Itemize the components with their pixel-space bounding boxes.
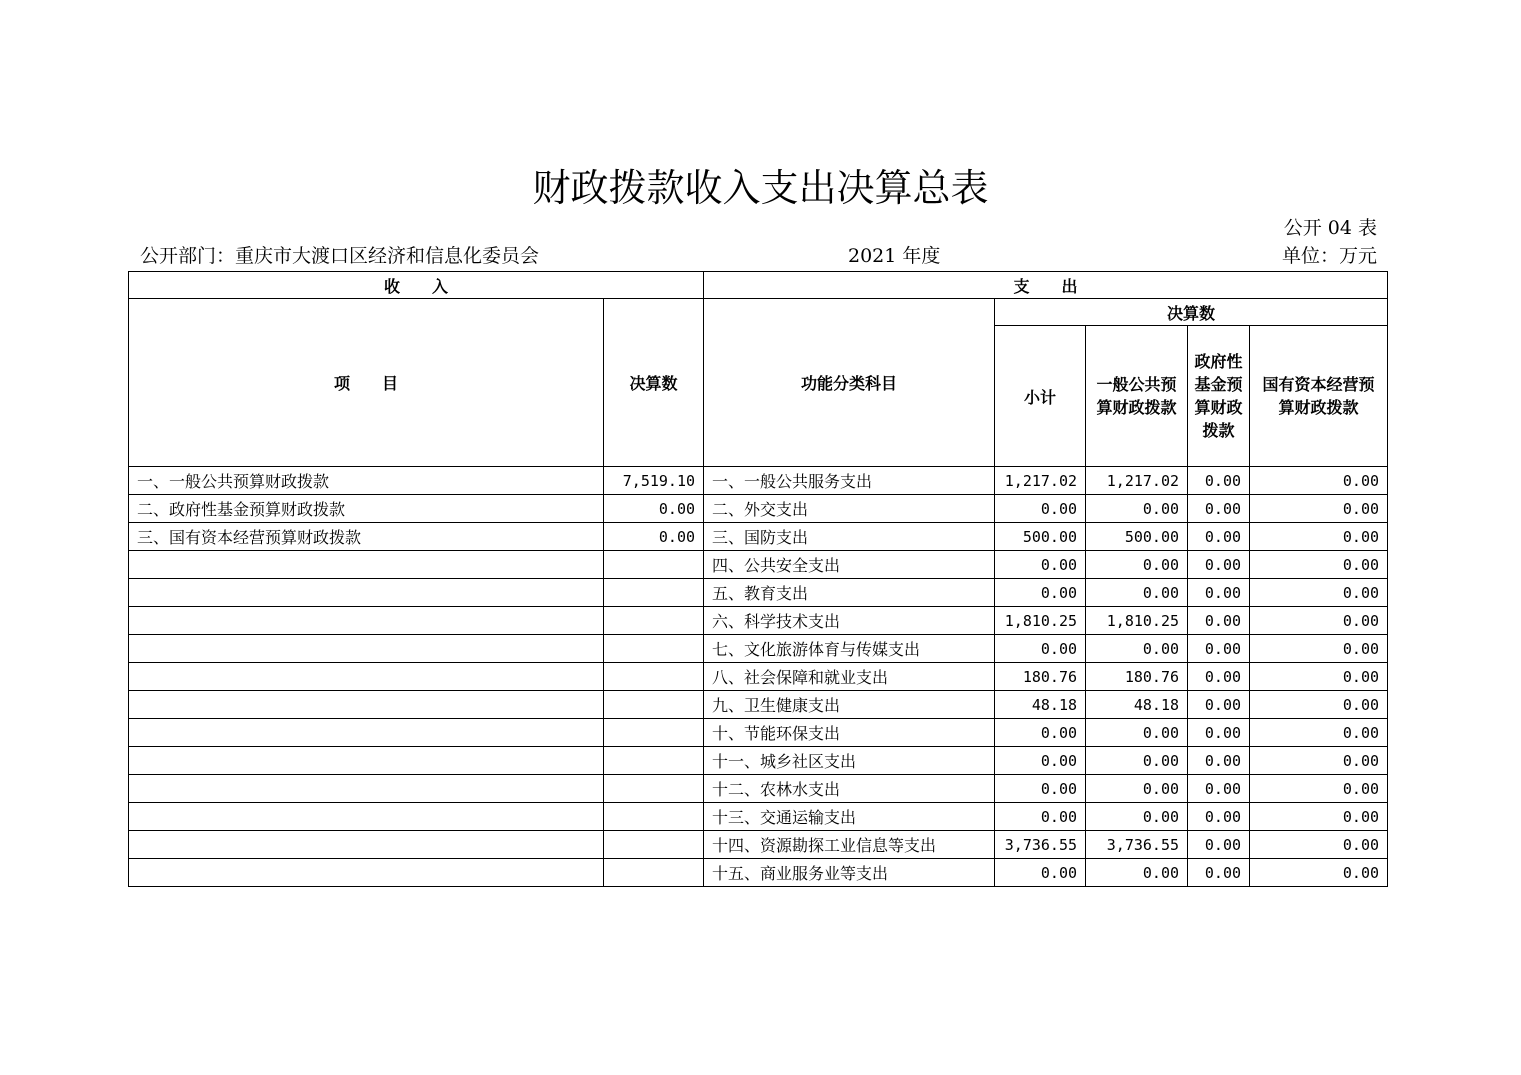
page-title: 财政拨款收入支出决算总表 (532, 166, 989, 210)
state-capital-cell: 0.00 (1250, 635, 1388, 663)
gov-fund-cell: 0.00 (1188, 775, 1250, 803)
fiscal-year-label: 2021 年度 (848, 245, 941, 267)
table-row (129, 523, 1388, 551)
table-row (129, 607, 1388, 635)
state-capital-cell: 0.00 (1250, 523, 1388, 551)
state-capital-cell: 0.00 (1250, 607, 1388, 635)
table-row (129, 691, 1388, 719)
table-row (129, 859, 1388, 887)
expense-item-cell: 十二、农林水支出 (704, 775, 995, 803)
expense-item-cell: 四、公共安全支出 (704, 551, 995, 579)
general-budget-header: 一般公共预算财政拨款 (1086, 326, 1188, 467)
subtotal-cell: 0.00 (995, 719, 1086, 747)
general-budget-cell: 500.00 (1086, 523, 1188, 551)
income-item-cell: 二、政府性基金预算财政拨款 (129, 495, 604, 523)
subtotal-cell: 0.00 (995, 747, 1086, 775)
general-budget-cell: 0.00 (1086, 803, 1188, 831)
subtotal-cell: 48.18 (995, 691, 1086, 719)
expense-item-cell: 十、节能环保支出 (704, 719, 995, 747)
table-row (129, 803, 1388, 831)
income-item-cell: 三、国有资本经营预算财政拨款 (129, 523, 604, 551)
table-row (129, 775, 1388, 803)
income-amount-cell (604, 775, 704, 803)
subtotal-cell: 1,217.02 (995, 467, 1086, 495)
subtotal-cell: 0.00 (995, 579, 1086, 607)
income-amount-cell: 7,519.10 (604, 467, 704, 495)
state-capital-cell: 0.00 (1250, 719, 1388, 747)
unit-label: 单位：万元 (1281, 245, 1377, 267)
income-amount-cell (604, 607, 704, 635)
gov-fund-header: 政府性基金预算财政拨款 (1188, 326, 1250, 467)
subtotal-cell: 1,810.25 (995, 607, 1086, 635)
expense-item-cell: 十四、资源勘探工业信息等支出 (704, 831, 995, 859)
gov-fund-cell: 0.00 (1188, 467, 1250, 495)
expense-header: 支 出 (704, 272, 1388, 299)
income-item-cell (129, 803, 604, 831)
expense-item-cell: 二、外交支出 (704, 495, 995, 523)
expense-item-cell: 六、科学技术支出 (704, 607, 995, 635)
state-capital-cell: 0.00 (1250, 747, 1388, 775)
gov-fund-cell: 0.00 (1188, 831, 1250, 859)
table-row (129, 579, 1388, 607)
income-item-cell (129, 635, 604, 663)
general-budget-cell: 0.00 (1086, 551, 1188, 579)
gov-fund-cell: 0.00 (1188, 859, 1250, 887)
gov-fund-cell: 0.00 (1188, 691, 1250, 719)
state-capital-cell: 0.00 (1250, 663, 1388, 691)
income-item-cell (129, 551, 604, 579)
income-amount-cell (604, 551, 704, 579)
income-amount-cell (604, 859, 704, 887)
expense-item-cell: 九、卫生健康支出 (704, 691, 995, 719)
income-amount-cell (604, 747, 704, 775)
final-amount-header: 决算数 (995, 299, 1388, 326)
general-budget-cell: 0.00 (1086, 635, 1188, 663)
general-budget-cell: 0.00 (1086, 719, 1188, 747)
income-amount-cell (604, 579, 704, 607)
state-capital-cell: 0.00 (1250, 859, 1388, 887)
subtotal-cell: 0.00 (995, 495, 1086, 523)
general-budget-cell: 3,736.55 (1086, 831, 1188, 859)
expense-item-cell: 十三、交通运输支出 (704, 803, 995, 831)
table-row (129, 495, 1388, 523)
gov-fund-cell: 0.00 (1188, 635, 1250, 663)
expense-item-cell: 十五、商业服务业等支出 (704, 859, 995, 887)
state-capital-cell: 0.00 (1250, 551, 1388, 579)
table-row (129, 467, 1388, 495)
general-budget-cell: 1,810.25 (1086, 607, 1188, 635)
form-number: 公开 04 表 (1283, 217, 1377, 239)
general-budget-cell: 1,217.02 (1086, 467, 1188, 495)
subtotal-header: 小计 (995, 326, 1086, 467)
subtotal-cell: 0.00 (995, 635, 1086, 663)
income-item-cell (129, 579, 604, 607)
general-budget-cell: 0.00 (1086, 747, 1188, 775)
expense-item-cell: 五、教育支出 (704, 579, 995, 607)
budget-table (128, 271, 1388, 887)
subtotal-cell: 500.00 (995, 523, 1086, 551)
table-row (129, 551, 1388, 579)
subtotal-cell: 3,736.55 (995, 831, 1086, 859)
income-amount-cell (604, 803, 704, 831)
state-capital-header: 国有资本经营预算财政拨款 (1250, 326, 1388, 467)
table-row (129, 635, 1388, 663)
expense-item-cell: 一、一般公共服务支出 (704, 467, 995, 495)
gov-fund-cell: 0.00 (1188, 551, 1250, 579)
income-item-cell (129, 831, 604, 859)
income-amount-cell (604, 691, 704, 719)
state-capital-cell: 0.00 (1250, 691, 1388, 719)
gov-fund-cell: 0.00 (1188, 523, 1250, 551)
header-row-2 (129, 299, 1388, 326)
income-item-cell (129, 663, 604, 691)
income-item-cell (129, 775, 604, 803)
function-category-header: 功能分类科目 (704, 299, 995, 467)
general-budget-cell: 0.00 (1086, 495, 1188, 523)
general-budget-cell: 180.76 (1086, 663, 1188, 691)
amount-header: 决算数 (604, 299, 704, 467)
department-label: 公开部门：重庆市大渡口区经济和信息化委员会 (140, 245, 540, 267)
general-budget-cell: 0.00 (1086, 579, 1188, 607)
gov-fund-cell: 0.00 (1188, 803, 1250, 831)
income-item-cell (129, 607, 604, 635)
income-amount-cell: 0.00 (604, 523, 704, 551)
income-amount-cell (604, 719, 704, 747)
general-budget-cell: 48.18 (1086, 691, 1188, 719)
state-capital-cell: 0.00 (1250, 803, 1388, 831)
expense-item-cell: 十一、城乡社区支出 (704, 747, 995, 775)
state-capital-cell: 0.00 (1250, 579, 1388, 607)
income-item-cell (129, 719, 604, 747)
gov-fund-cell: 0.00 (1188, 663, 1250, 691)
income-header: 收 入 (129, 272, 704, 299)
item-header: 项 目 (129, 299, 604, 467)
state-capital-cell: 0.00 (1250, 775, 1388, 803)
subtotal-cell: 0.00 (995, 859, 1086, 887)
income-amount-cell: 0.00 (604, 495, 704, 523)
expense-item-cell: 三、国防支出 (704, 523, 995, 551)
gov-fund-cell: 0.00 (1188, 719, 1250, 747)
income-item-cell (129, 859, 604, 887)
income-item-cell (129, 691, 604, 719)
subtotal-cell: 0.00 (995, 775, 1086, 803)
table-row (129, 747, 1388, 775)
state-capital-cell: 0.00 (1250, 831, 1388, 859)
income-item-cell: 一、一般公共预算财政拨款 (129, 467, 604, 495)
income-amount-cell (604, 663, 704, 691)
table-row (129, 831, 1388, 859)
table-row (129, 719, 1388, 747)
subtotal-cell: 0.00 (995, 803, 1086, 831)
income-item-cell (129, 747, 604, 775)
gov-fund-cell: 0.00 (1188, 747, 1250, 775)
gov-fund-cell: 0.00 (1188, 579, 1250, 607)
state-capital-cell: 0.00 (1250, 495, 1388, 523)
expense-item-cell: 七、文化旅游体育与传媒支出 (704, 635, 995, 663)
subtotal-cell: 180.76 (995, 663, 1086, 691)
gov-fund-cell: 0.00 (1188, 607, 1250, 635)
income-amount-cell (604, 831, 704, 859)
general-budget-cell: 0.00 (1086, 859, 1188, 887)
gov-fund-cell: 0.00 (1188, 495, 1250, 523)
header-row-1 (129, 272, 1388, 299)
subtotal-cell: 0.00 (995, 551, 1086, 579)
general-budget-cell: 0.00 (1086, 775, 1188, 803)
expense-item-cell: 八、社会保障和就业支出 (704, 663, 995, 691)
state-capital-cell: 0.00 (1250, 467, 1388, 495)
table-row (129, 663, 1388, 691)
income-amount-cell (604, 635, 704, 663)
